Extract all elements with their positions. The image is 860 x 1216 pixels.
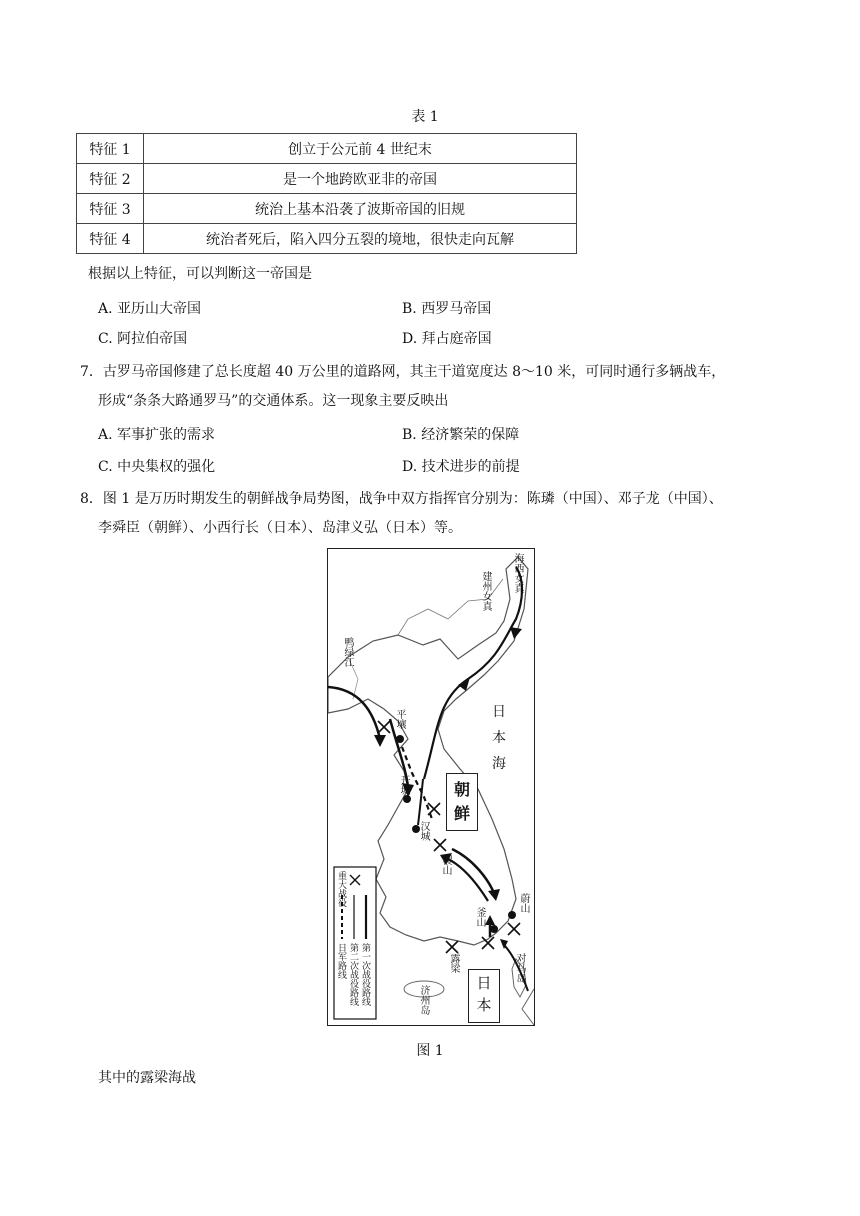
- label-busan: 釜山: [474, 907, 485, 927]
- jiksan-arrowhead: [488, 889, 500, 901]
- busan-arrowhead: [485, 915, 495, 925]
- table-cell-value: 统治者死后，陷入四分五裂的境地，很快走向瓦解: [144, 224, 577, 254]
- route1-arrow-path: [418, 779, 423, 825]
- label-jiksan: 稷山: [440, 855, 451, 875]
- japan-route-arrowhead: [510, 627, 522, 639]
- table-row: [77, 194, 577, 224]
- q7-option-c[interactable]: C. 中央集权的强化: [98, 459, 216, 475]
- table-cell-value: 创立于公元前 4 世纪末: [144, 134, 577, 164]
- q6-option-c[interactable]: C. 阿拉伯帝国: [98, 331, 188, 347]
- table-cell-key: 特征 1: [77, 134, 144, 164]
- q6-option-d[interactable]: D. 拜占庭帝国: [402, 331, 492, 347]
- table-row: [77, 134, 577, 164]
- label-korea-box: [446, 773, 478, 831]
- label-japan: 日本: [476, 974, 492, 1014]
- q6-stem: 根据以上特征，可以判断这一帝国是: [88, 266, 312, 282]
- label-haixi: 海西女真: [512, 553, 523, 593]
- q7-stem-line1: 7．古罗马帝国修建了总长度超 40 万公里的道路网，其主干道宽度达 8～10 米，可同时通行多辆战车，: [80, 364, 726, 380]
- legend-japan-route-label: 日军路线: [336, 943, 346, 979]
- table-caption: 表 1: [411, 109, 439, 125]
- q7-option-b[interactable]: B. 经济繁荣的保障: [402, 427, 520, 443]
- label-pyongyang: 平壤: [394, 709, 405, 729]
- table-row: [77, 164, 577, 194]
- legend-battle-label: 重大战役: [336, 871, 346, 907]
- korea-war-map: [327, 548, 535, 1026]
- label-sea: 日本海: [492, 704, 506, 772]
- battle-pyongyang: [378, 721, 390, 733]
- ulsan-dot: [508, 911, 516, 919]
- q8-stem-line1: 8．图 1 是万历时期发生的朝鲜战争局势图，战争中双方指挥官分别为：陈璘（中国）、邓子龙（中国）、: [80, 491, 723, 507]
- q7-option-d[interactable]: D. 技术进步的前提: [402, 459, 520, 475]
- route1-arrow-path: [328, 687, 380, 739]
- battle-jiksan: [434, 839, 446, 851]
- q6-option-b[interactable]: B. 西罗马帝国: [402, 301, 492, 317]
- kaesong-dot: [403, 795, 411, 803]
- jiksan-arrow: [448, 859, 488, 901]
- table-row: [77, 224, 577, 254]
- q8-tail-text: 其中的露梁海战: [98, 1070, 196, 1086]
- label-ulsan: 蔚山: [518, 893, 529, 913]
- q7-stem-line2: 形成“条条大路通罗马”的交通体系。这一现象主要反映出: [98, 393, 449, 409]
- figure-caption: 图 1: [416, 1043, 444, 1059]
- table-cell-key: 特征 2: [77, 164, 144, 194]
- jiksan-arrow: [452, 849, 494, 893]
- q8-stem-line2: 李舜臣（朝鲜）、小西行长（日本）、岛津义弘（日本）等。: [98, 520, 462, 536]
- table-cell-key: 特征 4: [77, 224, 144, 254]
- battle-kaesong: [428, 803, 440, 815]
- legend-route1-label: 第一次战役路线: [360, 943, 370, 1006]
- table-cell-key: 特征 3: [77, 194, 144, 224]
- table-cell-value: 是一个地跨欧亚非的帝国: [144, 164, 577, 194]
- route1-arrowhead: [374, 735, 386, 747]
- legend-route2-label: 第二次战役路线: [348, 943, 358, 1006]
- label-noryang: 露梁: [448, 953, 459, 973]
- map-graphic: [328, 549, 534, 1025]
- battle-ulsan: [508, 923, 520, 935]
- q6-option-a[interactable]: A. 亚历山大帝国: [98, 301, 202, 317]
- label-tsushima: 对马岛: [514, 953, 525, 983]
- label-japan-box: [468, 969, 500, 1023]
- battle-noryang: [446, 941, 458, 953]
- label-hanseong: 汉城: [418, 821, 429, 841]
- label-jianzhou: 建州女真: [480, 571, 491, 611]
- japan-coast: [522, 989, 534, 1025]
- pyongyang-dot: [396, 735, 404, 743]
- table-cell-value: 统治上基本沿袭了波斯帝国的旧规: [144, 194, 577, 224]
- label-korea: 朝鲜: [453, 780, 470, 823]
- label-yalu: 鸭绿江: [342, 637, 353, 667]
- busan-dot: [490, 925, 498, 933]
- label-jeju: 济州岛: [418, 985, 429, 1015]
- label-kaesong: 开城: [398, 775, 409, 795]
- feature-table: [76, 133, 577, 254]
- q7-option-a[interactable]: A. 军事扩张的需求: [98, 427, 216, 443]
